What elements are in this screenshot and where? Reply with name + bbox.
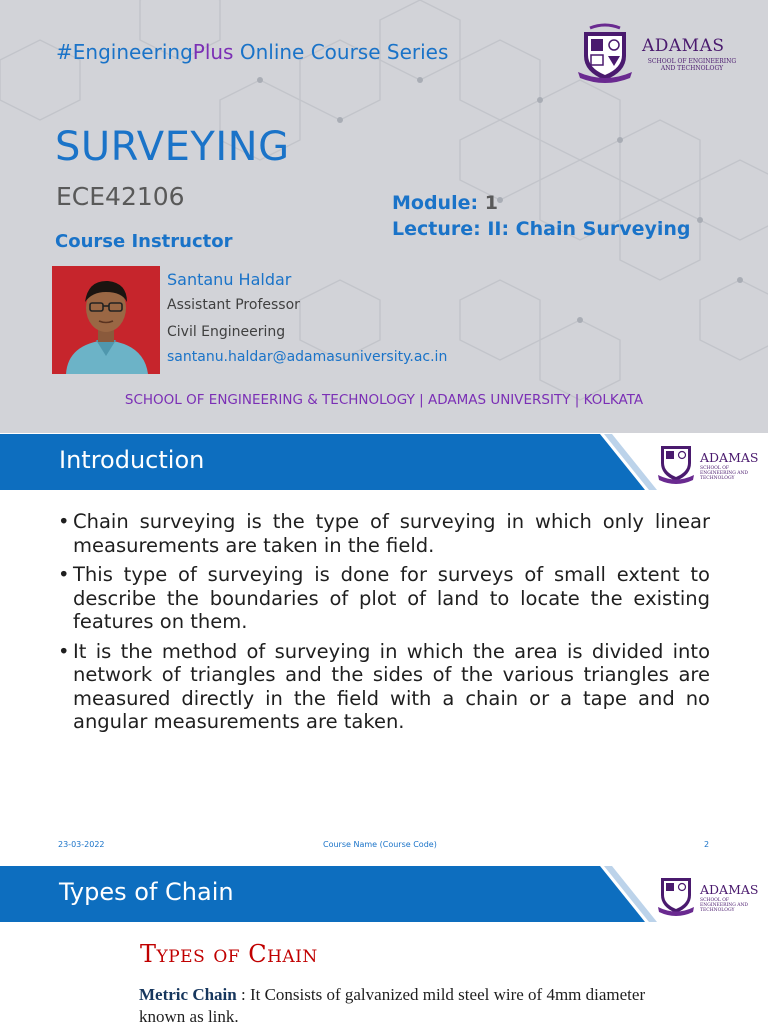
footer-date: 23-03-2022: [58, 840, 105, 849]
bullet-text: Chain surveying is the type of surveying in which only linear measurements are taken in the field.: [73, 510, 710, 557]
section-heading: Types of Chain: [140, 940, 318, 968]
series-plus: Plus: [192, 40, 234, 64]
title-slide: [0, 0, 768, 433]
types-of-chain-header-bar: [0, 866, 768, 922]
slide-header-title: Introduction: [59, 446, 205, 474]
list-item: • Chain surveying is the type of surveying in which only linear measurements are taken in the field.: [58, 510, 710, 557]
module-number: 1: [484, 192, 498, 214]
logo-brand-text: ADAMAS: [700, 450, 759, 465]
instructor-name: Santanu Haldar: [167, 270, 292, 289]
logo-sub-text: SCHOOL OF ENGINEERING AND TECHNOLOGY: [647, 58, 737, 72]
university-crest-icon: [656, 872, 696, 916]
series-suffix: Online Course Series: [233, 40, 449, 64]
list-item: • It is the method of surveying in which the area is divided into network of triangles and the sides of the various triangles are measured directly in the field with a chain or a tape and no angular measurements are taken.: [58, 639, 710, 733]
footer-page-number: 2: [704, 840, 710, 849]
adamas-logo: [656, 440, 766, 484]
bullet-text: This type of surveying is done for surveys of small extent to describe the boundaries of plot of land to locate the existing features on them.: [73, 563, 710, 633]
instructor-department: Civil Engineering: [167, 324, 286, 340]
introduction-header-bar: [0, 434, 768, 490]
instructor-position: Assistant Professor: [167, 297, 300, 313]
term-definition: : It Consists of galvanized mild steel wire of 4mm diameter known as link.: [139, 985, 646, 1026]
adamas-logo: [656, 872, 766, 916]
instructor-heading: Course Instructor: [55, 231, 233, 252]
instructor-photo: [52, 266, 160, 374]
course-code: ECE42106: [56, 182, 185, 211]
series-prefix: #Engineering: [56, 40, 193, 64]
slide-header-title: Types of Chain: [59, 878, 234, 906]
footer-course: Course Name (Course Code): [323, 840, 437, 849]
logo-sub-text: SCHOOL OF ENGINEERING AND TECHNOLOGY: [700, 466, 749, 481]
university-crest-icon: [656, 440, 696, 484]
course-title: SURVEYING: [55, 124, 290, 170]
logo-brand-text: ADAMAS: [642, 36, 725, 56]
school-line: SCHOOL OF ENGINEERING & TECHNOLOGY | ADAMAS UNIVERSITY | KOLKATA: [124, 392, 644, 408]
logo-brand-text: ADAMAS: [700, 882, 759, 897]
metric-chain-description: [139, 984, 659, 1028]
term-label: Metric Chain: [139, 985, 237, 1004]
introduction-bullet-list: [58, 510, 710, 740]
lecture-label: Lecture: II: Chain Surveying: [392, 218, 691, 240]
course-series-label: [56, 40, 448, 64]
list-item: • This type of surveying is done for surveys of small extent to describe the boundaries of plot of land to locate the existing features on them.: [58, 563, 710, 633]
person-portrait-icon: [52, 266, 160, 374]
adamas-logo: [574, 22, 744, 84]
instructor-email-link[interactable]: santanu.haldar@adamasuniversity.ac.in: [167, 349, 448, 365]
module-label: [392, 192, 498, 214]
bullet-text: It is the method of surveying in which the area is divided into network of triangles and the sides of the various triangles are measured directly in the field with a chain or a tape and no angular measurements are taken.: [73, 639, 710, 733]
module-label-text: Module:: [392, 192, 485, 214]
university-crest-icon: [574, 22, 636, 84]
logo-sub-text: SCHOOL OF ENGINEERING AND TECHNOLOGY: [700, 898, 749, 913]
